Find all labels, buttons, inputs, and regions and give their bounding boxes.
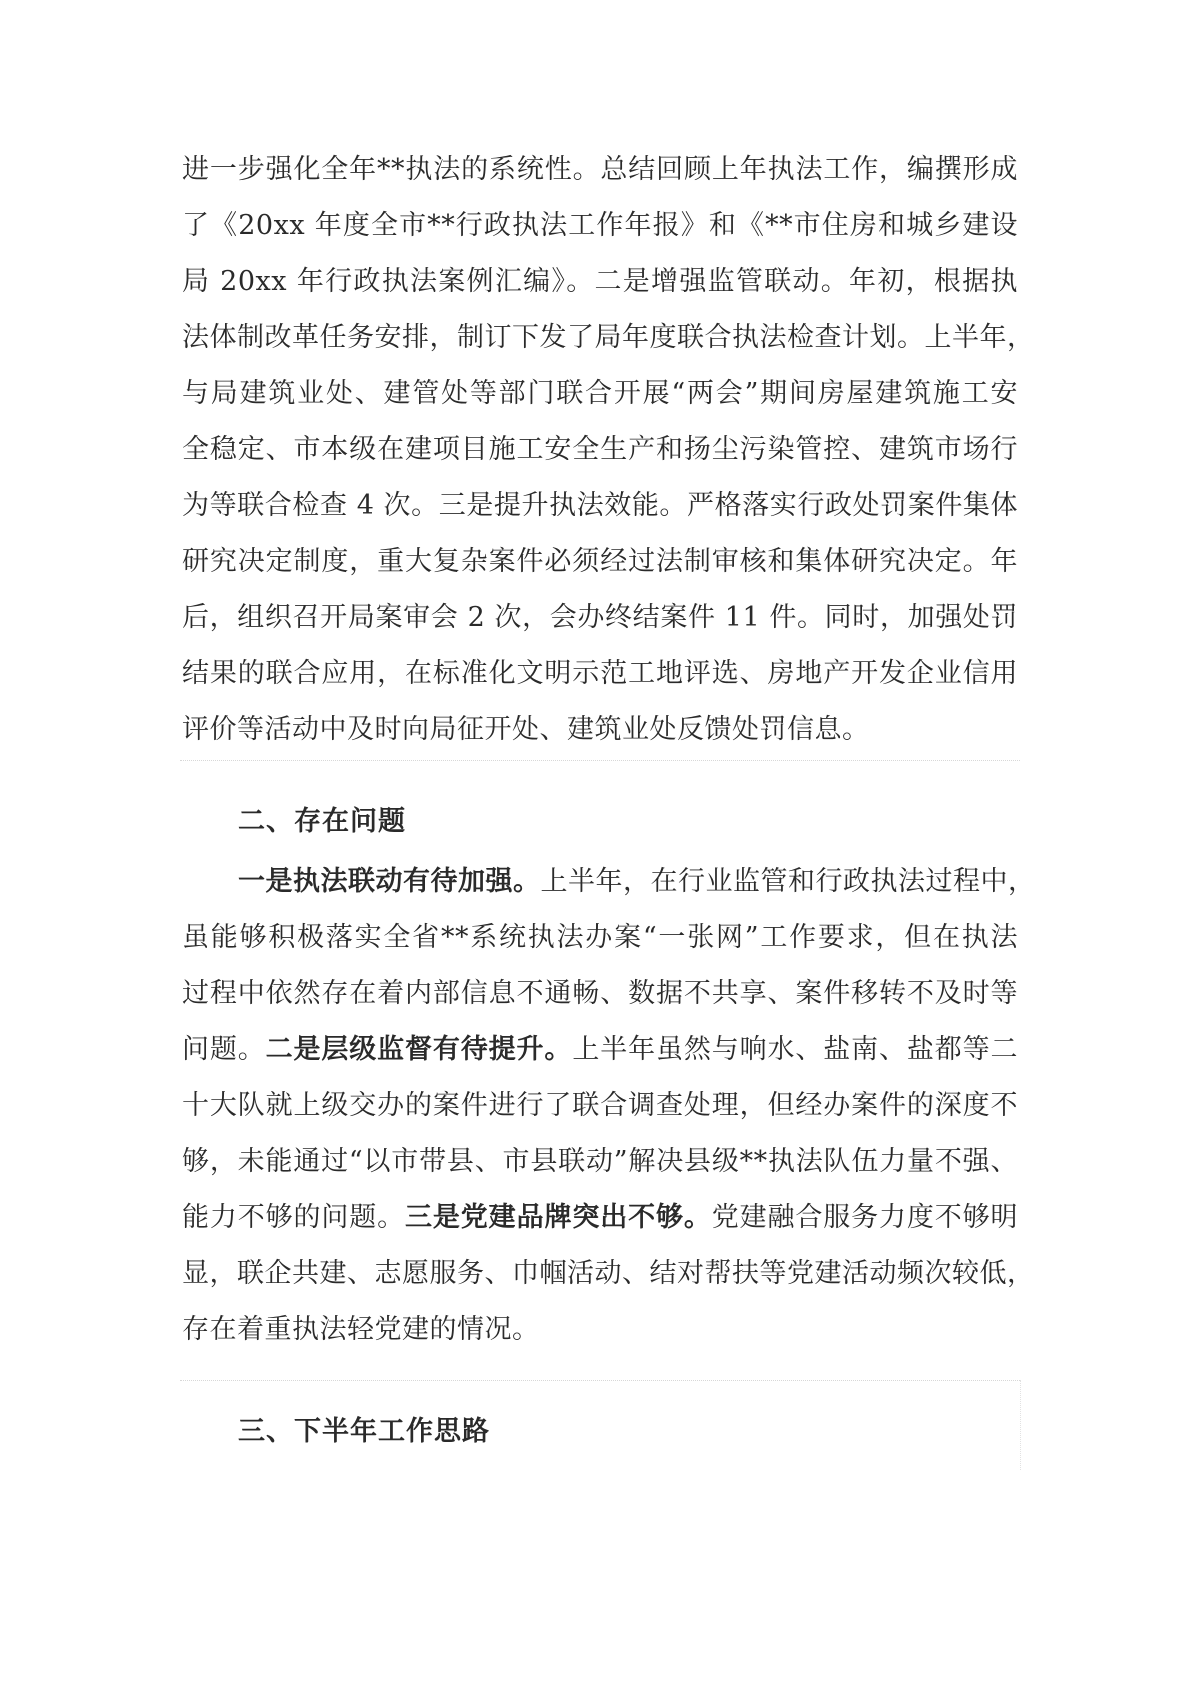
paragraph-line: 全稳定、市本级在建项目施工安全生产和扬尘污染管控、建筑市场行 [182, 434, 1018, 465]
paragraph-line: 评价等活动中及时向局征开处、建筑业处反馈处罚信息。 [182, 714, 870, 745]
paragraph-line: 法体制改革任务安排，制订下发了局年度联合执法检查计划。上半年， [182, 322, 1035, 353]
paragraph-line: 局 20xx 年行政执法案例汇编》。二是增强监管联动。年初，根据执 [182, 266, 1018, 297]
paragraph-line: 研究决定制度，重大复杂案件必须经过法制审核和集体研究决定。年 [182, 546, 1018, 577]
section-heading: 二、存在问题 [238, 806, 406, 837]
paragraph-line: 后，组织召开局案审会 2 次，会办终结案件 11 件。同时，加强处罚 [182, 602, 1018, 633]
paragraph-line: 为等联合检查 4 次。三是提升执法效能。严格落实行政处罚案件集体 [182, 490, 1018, 521]
text-run: 问题。 [182, 1034, 266, 1065]
paragraph-line: 结果的联合应用，在标准化文明示范工地评选、房地产开发企业信用 [182, 658, 1018, 689]
paragraph-line: 够，未能通过“以市带县、市县联动”解决县级**执法队伍力量不强、 [182, 1146, 1018, 1177]
paragraph-line: 与局建筑业处、建管处等部门联合开展“两会”期间房屋建筑施工安 [182, 378, 1018, 409]
margin-guide [1020, 1380, 1021, 1470]
paragraph-line: 了《20xx 年度全市**行政执法工作年报》和《**市住房和城乡建设 [182, 210, 1018, 241]
divider [180, 760, 1020, 761]
paragraph-line [238, 862, 1036, 902]
bold-phrase: 一是执法联动有待加强。 [238, 866, 541, 897]
paragraph-line: 虽能够积极落实全省**系统执法办案“一张网”工作要求，但在执法 [182, 922, 1018, 953]
text-run: 上半年，在行业监管和行政执法过程中， [540, 866, 1036, 897]
paragraph-line: 显，联企共建、志愿服务、巾帼活动、结对帮扶等党建活动频次较低， [182, 1258, 1035, 1289]
paragraph-line: 十大队就上级交办的案件进行了联合调查处理，但经办案件的深度不 [182, 1090, 1018, 1121]
text-run: 上半年虽然与响水、盐南、盐都等二 [572, 1034, 1019, 1065]
text-run: 党建融合服务力度不够明 [711, 1202, 1019, 1233]
paragraph-line: 进一步强化全年**执法的系统性。总结回顾上年执法工作，编撰形成 [182, 154, 1018, 185]
paragraph-line: 过程中依然存在着内部信息不通畅、数据不共享、案件移转不及时等 [182, 978, 1018, 1009]
text-run: 能力不够的问题。 [182, 1202, 406, 1233]
paragraph-line: 存在着重执法轻党建的情况。 [182, 1314, 540, 1345]
bold-phrase: 三是党建品牌突出不够。 [405, 1202, 712, 1233]
paragraph-line [182, 1030, 1018, 1070]
section-heading: 三、下半年工作思路 [238, 1416, 490, 1447]
divider [180, 1380, 1020, 1381]
paragraph-line [182, 1198, 1018, 1238]
bold-phrase: 二是层级监督有待提升。 [265, 1034, 573, 1065]
